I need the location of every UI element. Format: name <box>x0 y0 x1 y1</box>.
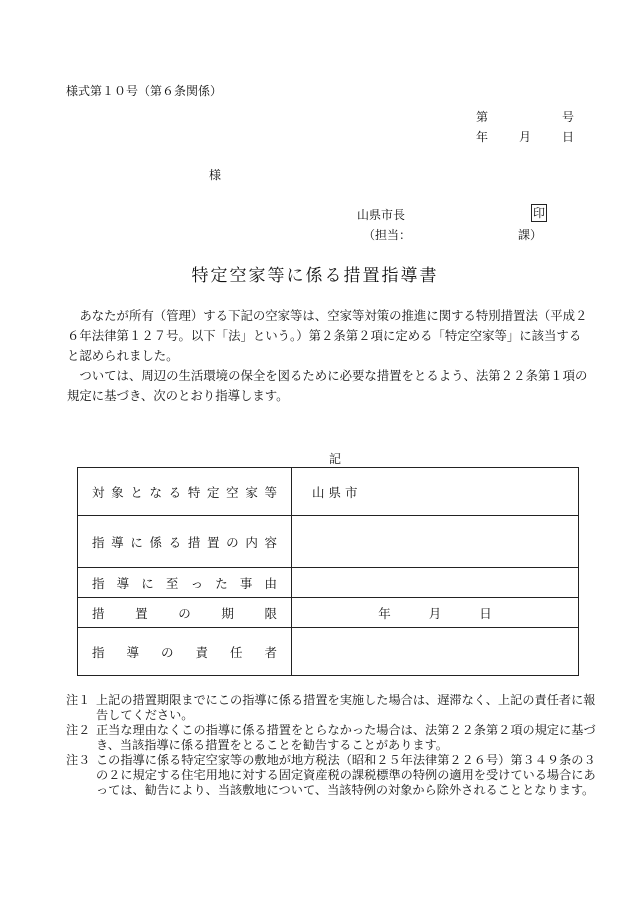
deadline-day: 日 <box>479 605 492 621</box>
table-row <box>78 468 579 516</box>
deadline-date <box>292 598 579 628</box>
document-title: 特定空家等に係る措置指導書 <box>191 266 439 286</box>
contact-suffix: 課） <box>518 228 543 242</box>
seal-stamp: 印 <box>532 206 545 220</box>
date-year: 年 <box>476 130 489 144</box>
contact-prefix: （担当： <box>363 228 412 242</box>
table-label: 指導に係る措置の内容 <box>78 516 292 568</box>
number-prefix: 第 <box>476 110 489 124</box>
table-row <box>78 516 579 568</box>
table-row <box>78 628 579 676</box>
note-item <box>66 723 598 753</box>
guidance-table <box>77 467 579 676</box>
table-row <box>78 598 579 628</box>
note-mark: 注２ <box>66 723 91 737</box>
table-label: 対象となる特定空家等 <box>78 468 292 516</box>
ki-heading: 記 <box>329 452 342 466</box>
note-item <box>66 693 598 723</box>
note-item <box>66 753 598 798</box>
date-month: 月 <box>519 130 532 144</box>
note-text: 上記の措置期限までにこの指導に係る措置を実施した場合は、遅滞なく、上記の責任者に報告してください。 <box>96 693 596 722</box>
table-value <box>292 628 579 676</box>
note-mark: 注３ <box>66 753 91 767</box>
body-text <box>67 306 592 406</box>
table-label: 指導に至った事由 <box>78 568 292 598</box>
number-suffix: 号 <box>562 110 575 124</box>
note-mark: 注１ <box>66 693 91 707</box>
body-paragraph-1: あなたが所有（管理）する下記の空家等は、空家等対策の推進に関する特別措置法（平成２６年法律第１２７号。以下「法」という。）第２条第２項に定める「特定空家等」に該当すると認められました。 <box>67 308 588 363</box>
note-text: この指導に係る特定空家等の敷地が地方税法（昭和２５年法律第２２６号）第３４９条の３の２に規定する住宅用地に対する固定資産税の課税標準の特例の適用を受けている場合にあっては、勧告により、当該敷地について、当該特例の対象から除外されることとなります。 <box>96 753 596 797</box>
table-label: 指導の責任者 <box>78 628 292 676</box>
table-value <box>292 568 579 598</box>
date-day: 日 <box>562 130 575 144</box>
table-row <box>78 568 579 598</box>
note-text: 正当な理由なくこの指導に係る措置をとらなかった場合は、法第２２条第２項の規定に基づき、当該指導に係る措置をとることを勧告することがあります。 <box>96 723 596 752</box>
body-paragraph-2: ついては、周辺の生活環境の保全を図るために必要な措置をとるよう、法第２２条第１項の規定に基づき、次のとおり指導します。 <box>67 368 588 403</box>
form-id: 様式第１０号（第６条関係） <box>66 84 223 98</box>
sender-title: 山県市長 <box>357 208 406 222</box>
notes <box>66 693 598 798</box>
table-value <box>292 516 579 568</box>
table-value: 山 県 市 <box>292 468 579 516</box>
table-label: 措置の期限 <box>78 598 292 628</box>
deadline-year: 年 <box>378 605 391 621</box>
deadline-month: 月 <box>428 605 442 621</box>
addressee-suffix: 様 <box>209 168 222 182</box>
